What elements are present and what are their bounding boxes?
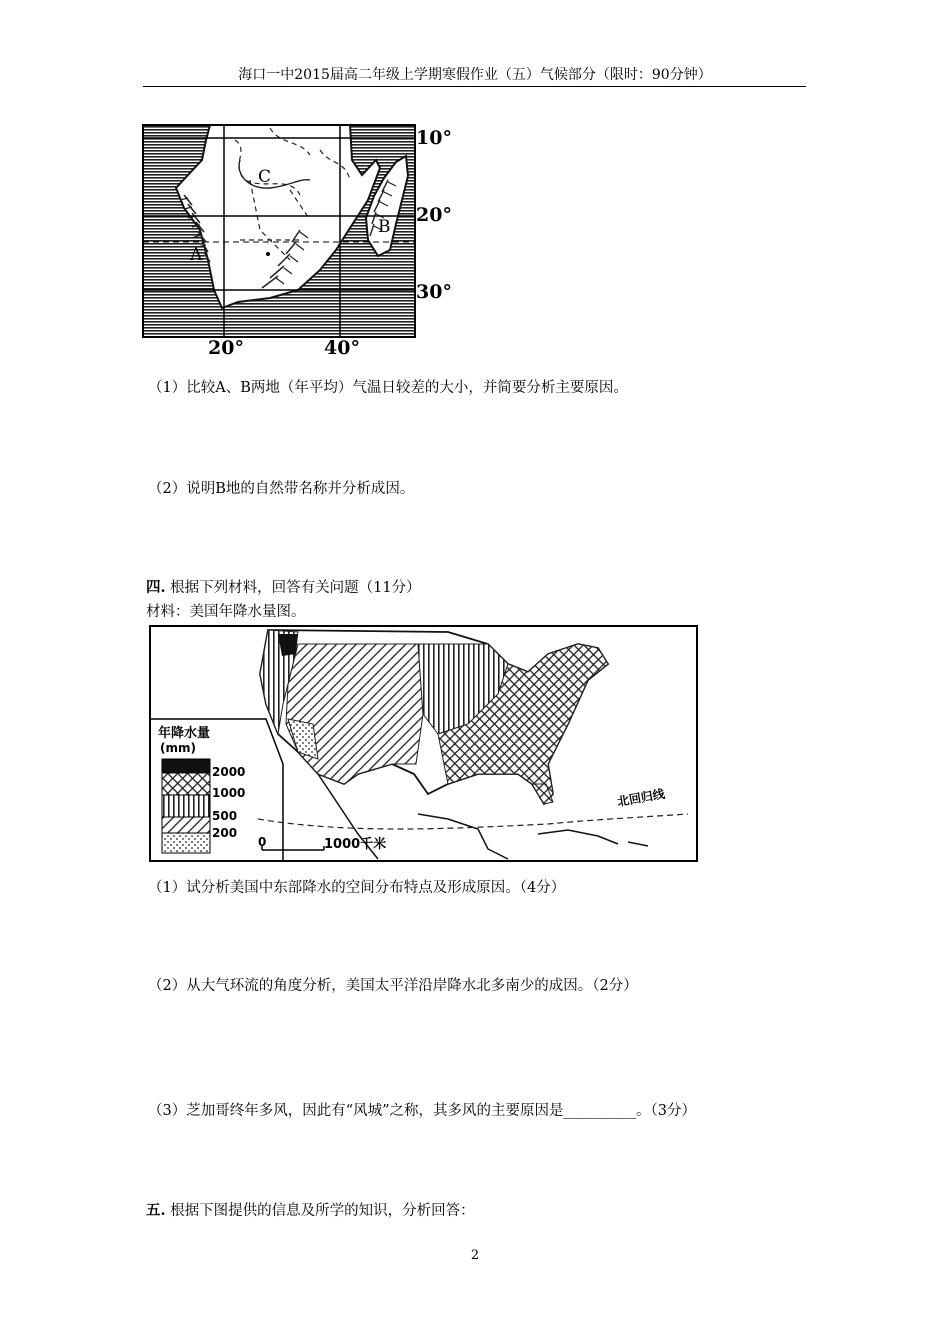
legend-title: 年降水量 <box>158 726 211 741</box>
label-A: A <box>190 245 203 265</box>
lon-label-20: 20° <box>208 337 244 359</box>
section4-question-2: （2）从大气环流的角度分析，美国太平洋沿岸降水北多南少的成因。（2分） <box>148 978 638 994</box>
section4-heading <box>146 576 421 597</box>
header-rule <box>143 86 806 87</box>
legend-value-200: 200 <box>212 826 238 840</box>
page-number: 2 <box>470 1248 480 1263</box>
scale-zero: 0 <box>258 835 267 849</box>
scale-label: 1000千米 <box>324 837 387 852</box>
label-C: C <box>258 167 272 187</box>
section5-number: 五. <box>146 1202 166 1219</box>
legend-value-1000: 1000 <box>212 786 246 800</box>
section4-heading-text: 根据下列材料，回答有关问题（11分） <box>165 580 421 596</box>
legend-value-500: 500 <box>212 809 238 823</box>
lat-label-10: 10° <box>416 127 452 149</box>
section3-question-1: （1）比较A、B两地（年平均）气温日较差的大小，并简要分析主要原因。 <box>148 380 628 396</box>
section4-question-3: （3）芝加哥终年多风，因此有“风城”之称，其多风的主要原因是__________。（3分） <box>148 1103 697 1119</box>
lon-label-40: 40° <box>324 337 360 359</box>
section4-number: 四. <box>146 579 166 596</box>
section4-question-1: （1）试分析美国中东部降水的空间分布特点及形成原因。（4分） <box>148 880 566 896</box>
section5-heading-text: 根据下图提供的信息及所学的知识，分析回答： <box>165 1203 475 1219</box>
legend-swatch-lt200 <box>162 833 210 853</box>
southern-africa-map <box>140 120 460 360</box>
label-B: B <box>378 217 391 237</box>
legend-unit: (mm) <box>160 741 196 755</box>
page-header: 海口一中2015届高二年级上学期寒假作业（五）气候部分（限时：90分钟） <box>238 67 712 83</box>
legend-swatch-500 <box>162 795 210 817</box>
legend-swatch-1000 <box>162 773 210 795</box>
section4-material: 材料：美国年降水量图。 <box>146 604 306 620</box>
section3-question-2: （2）说明B地的自然带名称并分析成因。 <box>148 481 415 497</box>
legend-value-2000: 2000 <box>212 765 246 779</box>
legend-swatch-2000 <box>162 759 210 773</box>
legend-swatch-200 <box>162 817 210 833</box>
lat-label-20: 20° <box>416 204 452 226</box>
section5-heading <box>146 1199 475 1220</box>
us-precipitation-map <box>148 624 700 864</box>
lat-label-30: 30° <box>416 281 452 303</box>
tropic-label: 北回归线 <box>616 786 666 809</box>
